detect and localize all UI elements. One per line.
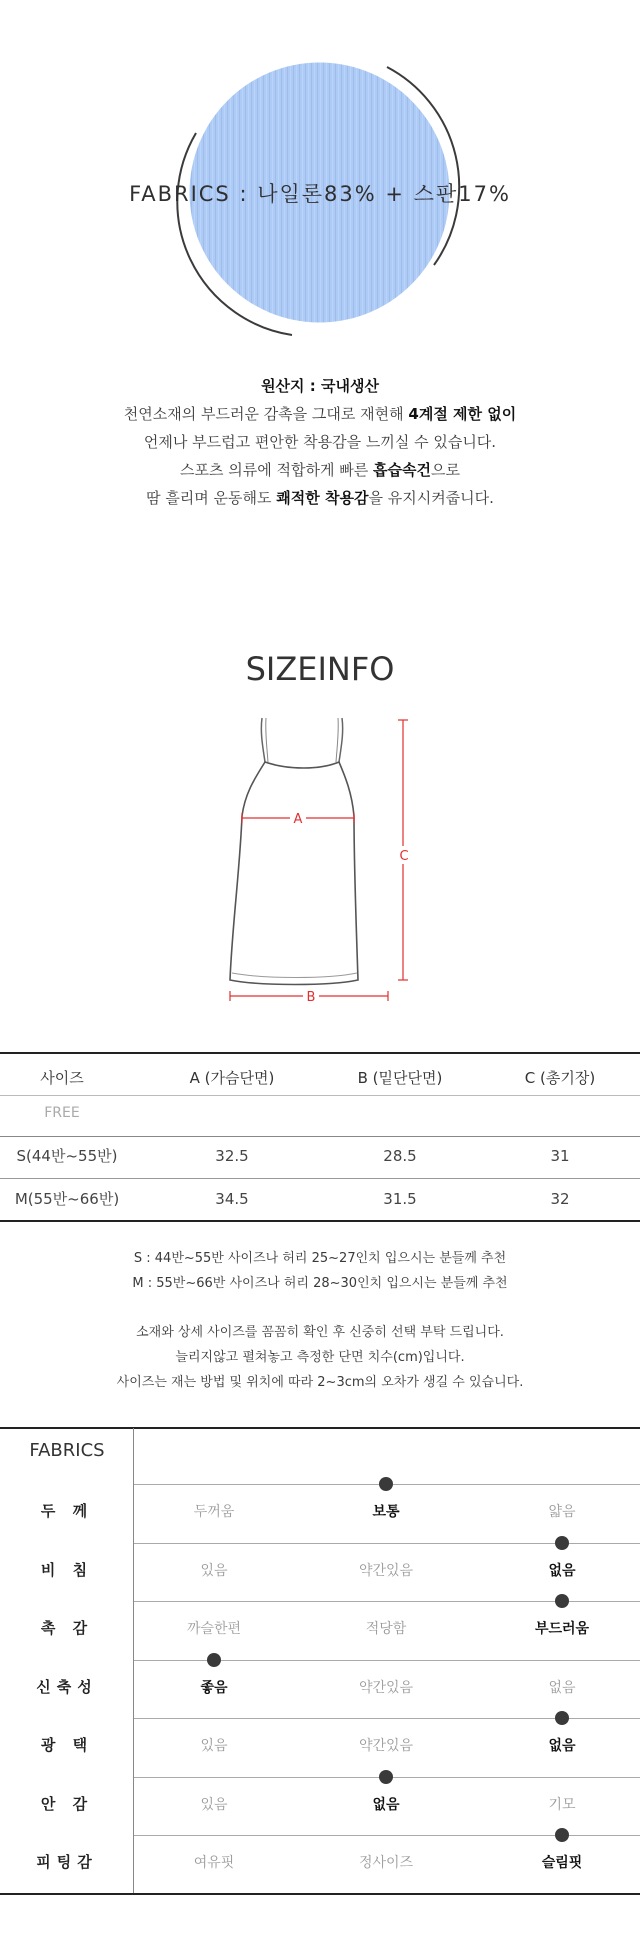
fabrics-row-label: 비 침 bbox=[40, 1561, 94, 1579]
fabric-composition: FABRICS : 나일론83% + 스판17% bbox=[129, 182, 511, 206]
size-table-bottom-border bbox=[0, 1220, 640, 1222]
fabrics-option: 정사이즈 bbox=[358, 1855, 414, 1871]
fabrics-selection-dot bbox=[555, 1711, 569, 1725]
fabrics-option: 두꺼움 bbox=[193, 1504, 235, 1520]
garment-body bbox=[230, 762, 358, 985]
note-line-2: 늘리지않고 펼쳐놓고 측정한 단면 치수(cm)입니다. bbox=[175, 1350, 465, 1365]
size-row-s-a: 32.5 bbox=[215, 1147, 249, 1165]
fabrics-row-label: 신축성 bbox=[36, 1678, 98, 1696]
size-header-c: C (총기장) bbox=[524, 1069, 596, 1087]
note-line-1: 소재와 상세 사이즈를 꼼꼼히 확인 후 신중히 선택 부탁 드립니다. bbox=[136, 1325, 504, 1340]
fabrics-row-label: 안 감 bbox=[40, 1795, 94, 1813]
size-row-m-b: 31.5 bbox=[383, 1190, 417, 1208]
size-header-a: A (가슴단면) bbox=[189, 1069, 275, 1087]
intro-line-5 bbox=[0, 484, 640, 512]
size-table-divider-2 bbox=[0, 1136, 640, 1137]
size-row-m-a: 34.5 bbox=[215, 1190, 249, 1208]
marker-c: C bbox=[399, 849, 409, 864]
intro-line-4a: 스포츠 의류에 적합하게 빠른 bbox=[180, 461, 373, 479]
garment-diagram bbox=[220, 718, 420, 1008]
fabrics-option: 약간있음 bbox=[358, 1680, 414, 1696]
size-row-s-b: 28.5 bbox=[383, 1147, 417, 1165]
fabrics-option-selected: 부드러움 bbox=[534, 1621, 590, 1637]
fabrics-option: 기모 bbox=[548, 1797, 576, 1813]
note-line-3: 사이즈는 재는 방법 및 위치에 따라 2~3cm의 오차가 생길 수 있습니다. bbox=[116, 1375, 524, 1390]
fabrics-option: 있음 bbox=[200, 1563, 228, 1579]
garment-hem bbox=[232, 973, 357, 978]
fabrics-option-selected: 없음 bbox=[548, 1563, 576, 1579]
size-header-size: 사이즈 bbox=[40, 1069, 84, 1087]
fabrics-option: 적당함 bbox=[365, 1621, 407, 1637]
fabrics-option: 없음 bbox=[548, 1680, 576, 1696]
strap-right-inner bbox=[336, 718, 338, 762]
size-table-divider-3 bbox=[0, 1178, 640, 1179]
size-header-b: B (밑단단면) bbox=[357, 1069, 443, 1087]
size-table-top-border bbox=[0, 1052, 640, 1054]
note-size-m: M : 55반~66반 사이즈나 허리 28~30인치 입으시는 분들께 추천 bbox=[132, 1276, 508, 1291]
fabrics-option: 있음 bbox=[200, 1738, 228, 1754]
origin-text: 원산지 : 국내생산 bbox=[261, 377, 379, 395]
origin-line bbox=[0, 372, 640, 400]
fabrics-selection-dot bbox=[555, 1536, 569, 1550]
fabrics-top-border bbox=[0, 1427, 640, 1429]
fabrics-option-selected: 좋음 bbox=[200, 1680, 228, 1696]
intro-line-3: 언제나 부드럽고 편안한 착용감을 느끼실 수 있습니다. bbox=[143, 433, 497, 451]
intro-line-2b: 4계절 제한 없이 bbox=[408, 405, 517, 423]
fabrics-option: 까슬한편 bbox=[186, 1621, 242, 1637]
fabrics-option: 약간있음 bbox=[358, 1738, 414, 1754]
fabrics-option: 여유핏 bbox=[193, 1855, 235, 1871]
fabrics-option: 있음 bbox=[200, 1797, 228, 1813]
intro-line-4 bbox=[0, 456, 640, 484]
size-free-label: FREE bbox=[44, 1105, 80, 1121]
size-table-divider-1 bbox=[0, 1095, 640, 1096]
fabrics-option-selected: 슬림핏 bbox=[541, 1855, 583, 1871]
note-size-s: S : 44반~55반 사이즈나 허리 25~27인치 입으시는 분들께 추천 bbox=[133, 1251, 507, 1266]
intro-line-2a: 천연소재의 부드러운 감촉을 그대로 재현해 bbox=[123, 405, 409, 423]
size-row-m-c: 32 bbox=[550, 1190, 570, 1208]
strap-left bbox=[261, 718, 265, 762]
fabrics-selection-dot bbox=[379, 1477, 393, 1491]
marker-a: A bbox=[293, 812, 303, 827]
fabrics-selection-dot bbox=[207, 1653, 221, 1667]
intro-line-2 bbox=[0, 400, 640, 428]
fabrics-selection-dot bbox=[379, 1770, 393, 1784]
fabrics-bottom-border bbox=[0, 1893, 640, 1895]
intro-line-5a: 땀 흘리며 운동해도 bbox=[146, 489, 277, 507]
size-row-m-label: M(55반~66반) bbox=[14, 1190, 120, 1208]
size-row-s-label: S(44반~55반) bbox=[16, 1147, 118, 1165]
fabrics-row-label: 두 께 bbox=[40, 1502, 94, 1520]
fabrics-row-label: 광 택 bbox=[40, 1736, 94, 1754]
fabrics-option-selected: 보통 bbox=[372, 1504, 400, 1520]
fabrics-selection-dot bbox=[555, 1594, 569, 1608]
intro-line-4b: 흡습속건 bbox=[373, 461, 431, 479]
intro-line-5c: 을 유지시켜줍니다. bbox=[368, 489, 494, 507]
marker-b: B bbox=[306, 990, 316, 1005]
fabrics-row-label: 피팅감 bbox=[36, 1853, 98, 1871]
fabrics-row-label: 촉 감 bbox=[40, 1619, 94, 1637]
intro-line-4c: 으로 bbox=[430, 461, 460, 479]
fabrics-option: 얇음 bbox=[548, 1504, 576, 1520]
intro-line-5b: 쾌적한 착용감 bbox=[276, 489, 369, 507]
strap-left-inner bbox=[266, 718, 268, 762]
strap-right bbox=[339, 718, 343, 762]
sizeinfo-title: SIZEINFO bbox=[245, 650, 395, 688]
fabrics-option-selected: 없음 bbox=[548, 1738, 576, 1754]
fabrics-option: 약간있음 bbox=[358, 1563, 414, 1579]
size-row-s-c: 31 bbox=[550, 1147, 570, 1165]
fabrics-title: FABRICS bbox=[29, 1440, 105, 1461]
fabrics-selection-dot bbox=[555, 1828, 569, 1842]
fabrics-option-selected: 없음 bbox=[372, 1797, 400, 1813]
